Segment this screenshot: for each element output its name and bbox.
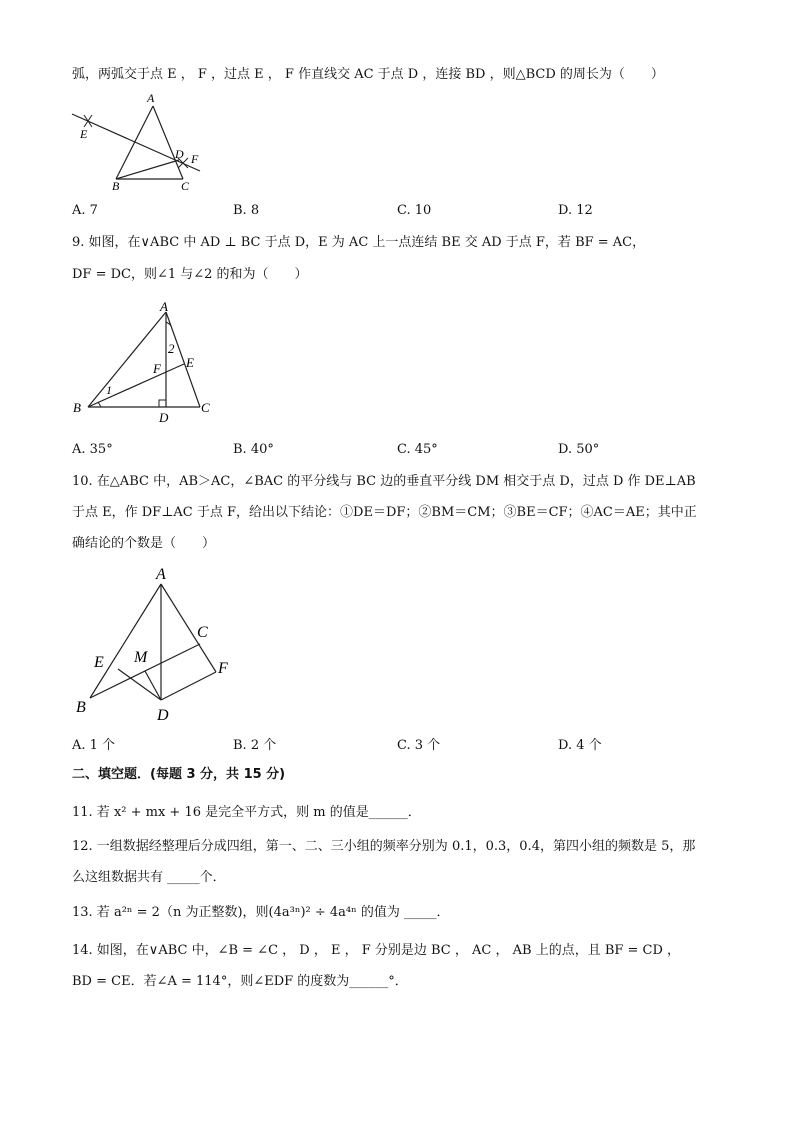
q11-text: 11. 若 x² + mx + 16 是完全平方式，则 m 的值是______． xyxy=(72,805,421,820)
q8-option-d[interactable]: D. 12 xyxy=(558,203,593,218)
q8-option-a[interactable]: A. 7 xyxy=(72,203,98,218)
q10-label-m: M xyxy=(134,649,148,666)
q10-options xyxy=(72,734,692,752)
q12-line1: 12. 一组数据经整理后分成四组，第一、二、三小组的频率分别为 0.1，0.3，0.4，第四小组的频数是 5，那 xyxy=(72,839,696,854)
q9-angle-1: 1 xyxy=(106,383,112,397)
q10-option-c[interactable]: C. 3 个 xyxy=(397,738,441,753)
q10-option-b[interactable]: B. 2 个 xyxy=(233,738,277,753)
q10-line2: 于点 E，作 DF⊥AC 于点 F，给出以下结论：①DE＝DF；②BM＝CM；③BE＝CF；④AC＝AE；其中正 xyxy=(72,505,697,520)
q9-angle-2: 2 xyxy=(168,341,175,356)
q10-label-a: A xyxy=(156,566,166,583)
q10-label-c: C xyxy=(197,624,208,641)
q8-label-a: A xyxy=(147,91,155,105)
q8-options xyxy=(72,203,692,221)
q9-option-b[interactable]: B. 40° xyxy=(233,442,274,457)
q8-text: 弧，两弧交于点 E ， F ，过点 E ， F 作直线交 AC 于点 D ，连接 BD ，则△BCD 的周长为（ ） xyxy=(72,67,664,82)
q9-line1: 9. 如图，在∨ABC 中 AD ⊥ BC 于点 D，E 为 AC 上一点连结 BE 交 AD 于点 F，若 BF = AC， xyxy=(72,235,646,250)
q10-option-d[interactable]: D. 4 个 xyxy=(558,738,602,753)
q9-label-c: C xyxy=(201,400,210,415)
q10-option-a[interactable]: A. 1 个 xyxy=(72,738,116,753)
q8-option-b[interactable]: B. 8 xyxy=(233,203,260,218)
q10-line3: 确结论的个数是（ ） xyxy=(72,536,216,551)
q9-option-a[interactable]: A. 35° xyxy=(72,442,113,457)
q9-label-b: B xyxy=(73,400,81,415)
q9-figure xyxy=(68,296,228,431)
q8-label-d: D xyxy=(175,147,184,161)
q10-label-e: E xyxy=(94,654,104,671)
q9-options xyxy=(72,442,692,460)
q9-label-e: E xyxy=(186,355,194,370)
q12-line2: 么这组数据共有 _____个． xyxy=(72,870,226,885)
q9-label-d: D xyxy=(159,410,169,425)
q9-label-a: A xyxy=(160,299,168,314)
q10-figure xyxy=(68,562,238,727)
q13-text: 13. 若 a²ⁿ = 2（n 为正整数)，则(4a³ⁿ)² ÷ 4a⁴ⁿ 的值为 _____． xyxy=(72,905,450,920)
q9-option-c[interactable]: C. 45° xyxy=(397,442,438,457)
q8-label-b: B xyxy=(112,179,120,193)
q14-line1: 14. 如图，在∨ABC 中，∠B = ∠C ， D ， E ， F 分别是边 BC ， AC ， AB 上的点，且 BF = CD ， xyxy=(72,943,681,958)
section-heading: 二、填空题．(每题 3 分，共 15 分) xyxy=(72,767,286,782)
q10-label-d: D xyxy=(157,707,169,724)
q8-figure xyxy=(68,90,218,200)
q9-line2: DF = DC，则∠1 与∠2 的和为（ ） xyxy=(72,267,308,282)
q10-label-f: F xyxy=(218,660,228,677)
q10-label-b: B xyxy=(76,699,86,716)
q9-option-d[interactable]: D. 50° xyxy=(558,442,600,457)
q8-option-c[interactable]: C. 10 xyxy=(397,203,432,218)
q10-line1: 10. 在△ABC 中，AB＞AC，∠BAC 的平分线与 BC 边的垂直平分线 DM 相交于点 D，过点 D 作 DE⊥AB xyxy=(72,474,696,489)
q14-line2: BD = CE．若∠A = 114°，则∠EDF 的度数为______°． xyxy=(72,974,408,989)
q9-label-f: F xyxy=(153,361,161,376)
q8-label-c: C xyxy=(181,179,190,193)
q8-label-e: E xyxy=(80,127,88,141)
q8-label-f: F xyxy=(191,152,199,166)
